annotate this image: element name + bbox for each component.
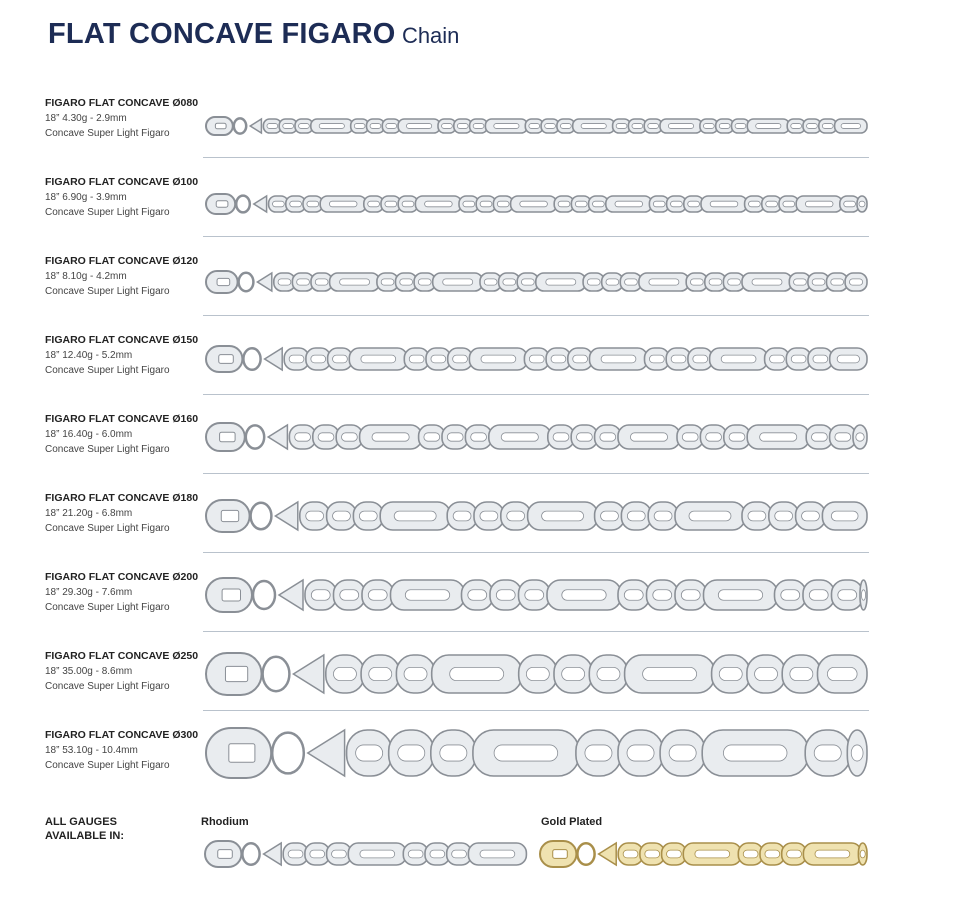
title-sub: Chain (401, 23, 460, 48)
chain-spec: 18” 8.10g - 4.2mm (45, 271, 127, 282)
chain-info (45, 490, 215, 536)
chain-name: FIGARO FLAT CONCAVE Ø200 (45, 571, 199, 583)
chain-info (45, 174, 215, 220)
chain-image (204, 651, 868, 701)
rhodium-chain-image (203, 838, 528, 874)
chain-row (0, 648, 967, 727)
end-cap-icon (257, 273, 271, 291)
ring-icon (239, 273, 254, 291)
chain-image (204, 576, 868, 618)
chain-spec: 18” 21.20g - 6.8mm (45, 508, 133, 519)
end-cap-icon (275, 502, 297, 530)
gold-plated-label: Gold Plated (541, 816, 603, 828)
end-cap-icon (293, 655, 323, 693)
chain-spec: 18” 4.30g - 2.9mm (45, 113, 127, 124)
end-cap-icon (268, 425, 287, 449)
chain-row (0, 411, 967, 490)
chain-spec: 18” 29.30g - 7.6mm (45, 587, 133, 598)
chain-image (204, 110, 868, 146)
ring-icon (263, 657, 290, 691)
chain-image (204, 188, 868, 224)
chain-description: Concave Super Light Figaro (45, 444, 170, 455)
chain-image (204, 266, 868, 302)
chain-row (0, 569, 967, 648)
gold-plated-chain-image (538, 838, 868, 874)
row-divider (203, 631, 869, 632)
chain-spec: 18” 53.10g - 10.4mm (45, 745, 138, 756)
chain-spec: 18” 16.40g - 6.0mm (45, 429, 133, 440)
row-divider (203, 236, 869, 237)
end-cap-icon (308, 730, 345, 776)
chain-info (45, 253, 215, 299)
chain-name: FIGARO FLAT CONCAVE Ø300 (45, 729, 199, 741)
chain-description: Concave Super Light Figaro (45, 207, 170, 218)
end-cap-icon (279, 580, 303, 610)
chain-name: FIGARO FLAT CONCAVE Ø160 (45, 413, 199, 425)
chain-image (204, 498, 868, 538)
chain-spec: 18” 6.90g - 3.9mm (45, 192, 127, 203)
end-cap-icon (264, 843, 282, 865)
all-gauges-line1: ALL GAUGES (45, 816, 117, 828)
row-divider (203, 710, 869, 711)
chain-name: FIGARO FLAT CONCAVE Ø150 (45, 334, 199, 346)
ring-icon (243, 348, 260, 370)
end-cap-icon (265, 348, 283, 370)
row-divider (203, 315, 869, 316)
chain-name: FIGARO FLAT CONCAVE Ø180 (45, 492, 199, 504)
ring-icon (253, 581, 275, 609)
chain-info (45, 648, 215, 694)
all-gauges-label (45, 815, 124, 843)
ring-icon (236, 196, 250, 213)
end-cap-icon (254, 196, 267, 212)
chain-info (45, 727, 215, 773)
chain-info (45, 332, 215, 378)
chain-image (204, 421, 868, 457)
chain-description: Concave Super Light Figaro (45, 365, 170, 376)
chain-description: Concave Super Light Figaro (45, 681, 170, 692)
chain-description: Concave Super Light Figaro (45, 128, 170, 139)
chain-row (0, 727, 967, 806)
chain-spec: 18” 35.00g - 8.6mm (45, 666, 133, 677)
chain-name: FIGARO FLAT CONCAVE Ø080 (45, 97, 199, 109)
title-main: FLAT CONCAVE FIGARO (48, 18, 396, 50)
end-cap-icon (599, 843, 617, 865)
ring-icon (251, 503, 272, 529)
rhodium-label: Rhodium (201, 816, 249, 828)
chain-row (0, 253, 967, 332)
chain-row (0, 490, 967, 569)
ring-icon (246, 425, 264, 448)
chain-description: Concave Super Light Figaro (45, 602, 170, 613)
chain-info (45, 411, 215, 457)
ring-icon (577, 843, 594, 865)
row-divider (203, 552, 869, 553)
chain-description: Concave Super Light Figaro (45, 523, 170, 534)
chain-description: Concave Super Light Figaro (45, 286, 170, 297)
chain-row (0, 332, 967, 411)
chain-name: FIGARO FLAT CONCAVE Ø100 (45, 176, 199, 188)
chain-row (0, 95, 967, 174)
page-title (48, 18, 459, 51)
chain-name: FIGARO FLAT CONCAVE Ø120 (45, 255, 199, 267)
chain-row (0, 174, 967, 253)
chain-image (204, 343, 868, 379)
chain-description: Concave Super Light Figaro (45, 760, 170, 771)
chain-info (45, 569, 215, 615)
row-divider (203, 157, 869, 158)
chain-image (204, 726, 868, 784)
row-divider (203, 394, 869, 395)
end-cap-icon (250, 119, 261, 133)
chain-info (45, 95, 215, 141)
ring-icon (242, 843, 259, 865)
chain-spec: 18” 12.40g - 5.2mm (45, 350, 133, 361)
ring-icon (272, 733, 304, 774)
ring-icon (234, 118, 246, 133)
all-gauges-line2: AVAILABLE IN: (45, 830, 125, 842)
chain-name: FIGARO FLAT CONCAVE Ø250 (45, 650, 199, 662)
row-divider (203, 473, 869, 474)
